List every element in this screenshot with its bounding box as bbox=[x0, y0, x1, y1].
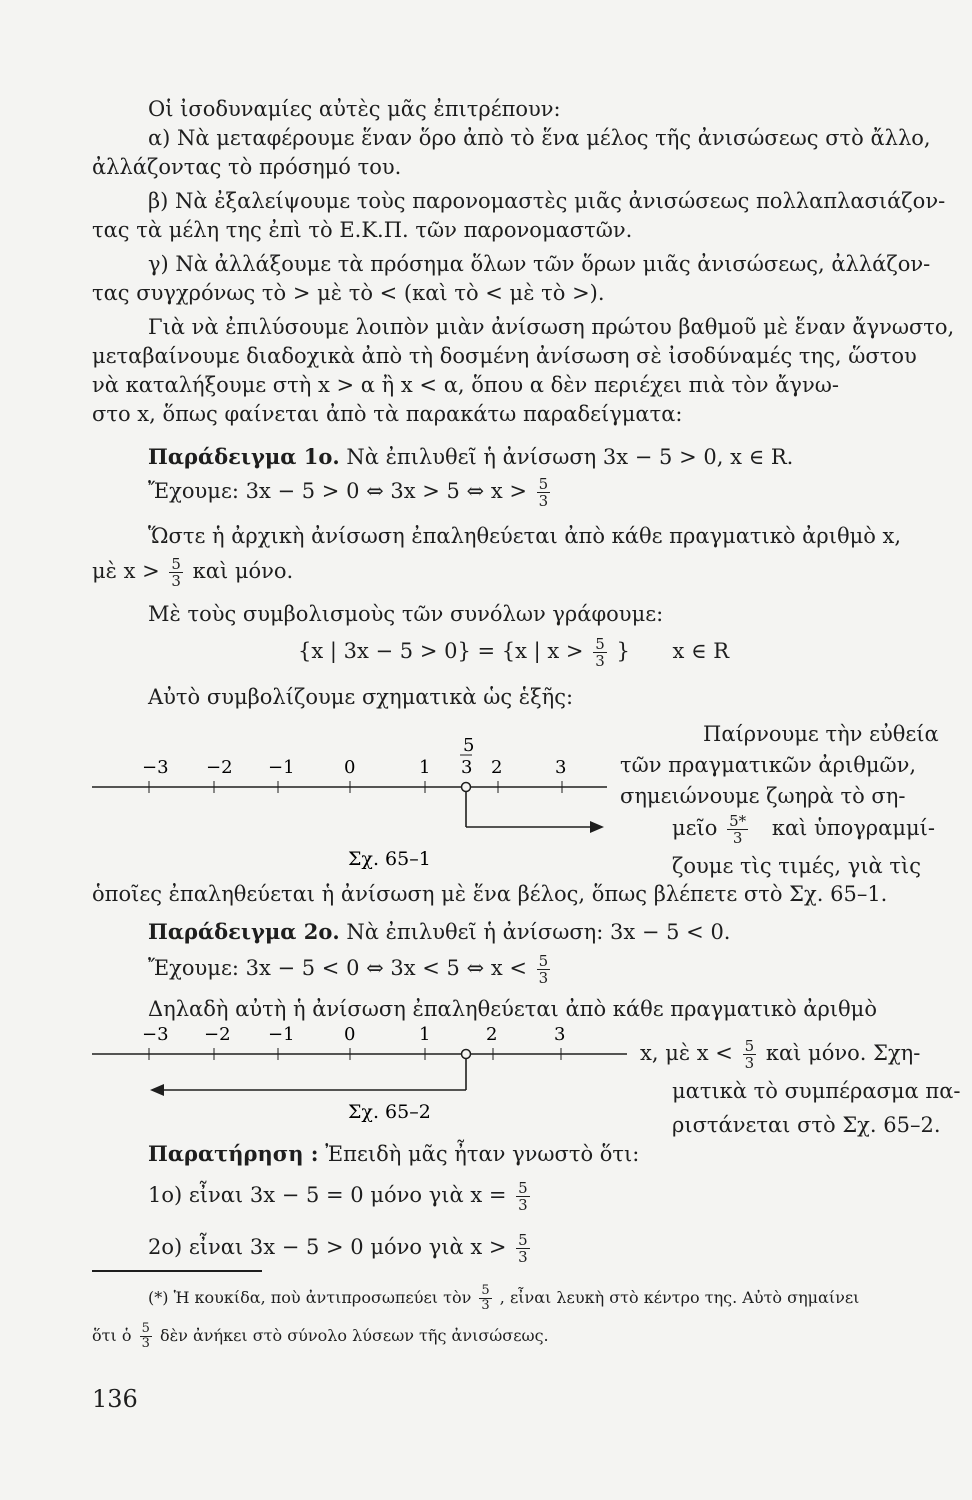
paragraph-line: ὁποῖες ἐπαληθεύεται ἡ ἀνίσωση μὲ ἕνα βέλος, ὅπως βλέπετε στὸ Σχ. 65–1. bbox=[92, 882, 888, 906]
set-domain: x ∈ R bbox=[672, 639, 730, 663]
tick-label-top: 5 bbox=[463, 735, 475, 756]
tick-label: 2 bbox=[486, 1024, 498, 1045]
paragraph-line: Μὲ τοὺς συμβολισμοὺς τῶν συνόλων γράφουμε: bbox=[148, 602, 664, 626]
figure-caption: Σχ. 65–1 bbox=[348, 848, 431, 870]
tick-label: 3 bbox=[461, 757, 473, 778]
have-label: Ἔχουμε: bbox=[148, 479, 239, 503]
tick-label: −1 bbox=[268, 1024, 295, 1045]
paragraph-line: ἀλλάζοντας τὸ πρόσημό του. bbox=[92, 155, 402, 179]
remark-line: 2ο) εἶναι 3x − 5 > 0 μόνο γιὰ x > $\frac{5}{3}$ bbox=[148, 1231, 528, 1266]
paragraph-line: στο x, ὅπως φαίνεται ἀπὸ τὰ παρακάτω παραδείγματα: bbox=[92, 402, 683, 426]
example2-heading bbox=[148, 918, 972, 946]
example1-heading bbox=[148, 443, 972, 471]
side-text-line: ριστάνεται στὸ Σχ. 65–2. bbox=[672, 1113, 941, 1137]
example2-chain: Ἔχουμε: 3x − 5 < 0 ⇔ 3x < 5 ⇔ x < $\frac{5}{3}$ bbox=[148, 952, 549, 987]
paragraph-line: Ὥστε ἡ ἀρχικὴ ἀνίσωση ἐπαληθεύεται ἀπὸ κάθε πραγματικὸ ἀριθμὸ x, bbox=[148, 524, 902, 548]
fraction-five-thirds: $\frac{5}{3}$ bbox=[518, 1179, 528, 1214]
remark-line: 1ο) εἶναι 3x − 5 = 0 μόνο γιὰ x = $\frac{5}{3}$ bbox=[148, 1179, 528, 1214]
side-text-line: ματικὰ τὸ συμπέρασμα πα- bbox=[672, 1079, 961, 1103]
remark-heading bbox=[148, 1140, 972, 1168]
footnote-rule bbox=[92, 1270, 262, 1272]
tick-label: −2 bbox=[204, 1024, 231, 1045]
set-notation: {x | 3x − 5 > 0} = {x | x > $\frac{5}{3}$ } x ∈ R bbox=[298, 635, 730, 670]
side-text-line: σημειώνουμε ζωηρὰ τὸ ση- bbox=[620, 784, 906, 808]
page-number: 136 bbox=[92, 1385, 138, 1413]
example1-statement: Νὰ ἐπιλυθεῖ ἡ ἀνίσωση 3x − 5 > 0, x ∈ R. bbox=[346, 445, 794, 469]
footnote-line: (*) Ἡ κουκίδα, ποὺ ἀντιπροσωπεύει τὸν $\frac{5}{3}$ , εἶναι λευκὴ στὸ κέντρο της. Αὐτὸ σημαίνει bbox=[148, 1283, 860, 1313]
fraction-five-thirds: $\frac{5}{3}$ bbox=[171, 555, 181, 590]
fraction-five-thirds-star: $\frac{5*}{3}$ bbox=[729, 812, 747, 847]
fraction-five-thirds: $\frac{5}{3}$ bbox=[481, 1283, 490, 1313]
tick-label: 1 bbox=[419, 1024, 431, 1045]
side-text-line: τῶν πραγματικῶν ἀριθμῶν, bbox=[620, 753, 917, 777]
fraction-five-thirds: $\frac{5}{3}$ bbox=[744, 1037, 755, 1072]
fraction-five-thirds: $\frac{5}{3}$ bbox=[518, 1231, 528, 1266]
paragraph-line: νὰ καταλήξουμε στὴ x > α ἢ x < α, ὅπου α δὲν περιέχει πιὰ τὸν ἄγνω- bbox=[92, 373, 839, 397]
paragraph-line: τας συγχρόνως τὸ > μὲ τὸ < (καὶ τὸ < μὲ τὸ >). bbox=[92, 281, 605, 305]
footnote-line: ὅτι ὁ $\frac{5}{3}$ δὲν ἀνήκει στὸ σύνολο λύσεων τῆς ἀνισώσεως. bbox=[92, 1321, 549, 1351]
open-point-marker bbox=[462, 1050, 471, 1059]
set-right: {x | x > bbox=[501, 639, 584, 663]
paragraph-line: μεταβαίνουμε διαδοχικὰ ἀπὸ τὴ δοσμένη ἀνίσωση σὲ ἰσοδύναμές της, ὥστου bbox=[92, 344, 917, 368]
paragraph-line: β) Νὰ ἐξαλείψουμε τοὺς παρονομαστὲς μιᾶς ἀνισώσεως πολλαπλασιάζον- bbox=[148, 189, 946, 213]
tick-label: 0 bbox=[344, 1024, 356, 1045]
paragraph-line: Αὐτὸ συμβολίζουμε σχηματικὰ ὡς ἑξῆς: bbox=[148, 685, 574, 709]
number-line-figure-65-1 bbox=[92, 735, 612, 875]
paragraph-line: α) Νὰ μεταφέρουμε ἕναν ὅρο ἀπὸ τὸ ἕνα μέλος τῆς ἀνισώσεως στὸ ἄλλο, bbox=[148, 126, 931, 150]
tick-label: −1 bbox=[268, 757, 295, 778]
result-line: μὲ x > $\frac{5}{3}$ καὶ μόνο. bbox=[92, 555, 294, 590]
tick-label: 1 bbox=[419, 757, 431, 778]
equivalence-chain: 3x − 5 < 0 ⇔ 3x < 5 ⇔ x < bbox=[245, 956, 527, 980]
tick-label: 3 bbox=[554, 1024, 566, 1045]
side-text-line: ζουμε τὶς τιμές, γιὰ τὶς bbox=[672, 854, 922, 878]
paragraph-line: Δηλαδὴ αὐτὴ ἡ ἀνίσωση ἐπαληθεύεται ἀπὸ κάθε πραγματικὸ ἀριθμὸ bbox=[148, 997, 877, 1021]
remark-label: Παρατήρηση : bbox=[148, 1141, 319, 1166]
tick-label: 3 bbox=[555, 757, 567, 778]
fraction-five-thirds: $\frac{5}{3}$ bbox=[595, 635, 605, 670]
number-line-figure-65-2 bbox=[92, 1018, 632, 1128]
tick-label: −2 bbox=[206, 757, 233, 778]
example1-chain bbox=[148, 476, 972, 509]
example2-label: Παράδειγμα 2ο. bbox=[148, 919, 340, 944]
tick-label: 0 bbox=[344, 757, 356, 778]
paragraph-line: Γιὰ νὰ ἐπιλύσουμε λοιπὸν μιὰν ἀνίσωση πρώτου βαθμοῦ μὲ ἕναν ἄγνωστο, bbox=[148, 315, 955, 339]
paragraph-line: τας τὰ μέλη της ἐπὶ τὸ Ε.Κ.Π. τῶν παρονομαστῶν. bbox=[92, 218, 633, 242]
side-text-line: μεῖο $\frac{5*}{3}$ καὶ ὑπογραμμί- bbox=[672, 812, 935, 847]
example1-label: Παράδειγμα 1ο. bbox=[148, 444, 340, 469]
fraction-five-thirds: $\frac{5}{3}$ bbox=[538, 952, 549, 987]
remark-text: Ἐπειδὴ μᾶς ἦταν γνωστὸ ὅτι: bbox=[325, 1142, 640, 1166]
fraction-five-thirds: $\frac{5}{3}$ bbox=[141, 1321, 150, 1351]
open-point-marker bbox=[462, 783, 471, 792]
tick-label: −3 bbox=[142, 1024, 169, 1045]
equivalence-chain: 3x − 5 > 0 ⇔ 3x > 5 ⇔ x > bbox=[245, 479, 527, 503]
tick-label: 2 bbox=[491, 757, 503, 778]
arrow-head-left bbox=[150, 1084, 164, 1096]
set-left: {x | 3x − 5 > 0} = bbox=[298, 639, 496, 663]
arrow-head-right bbox=[590, 821, 604, 833]
paragraph-line: γ) Νὰ ἀλλάξουμε τὰ πρόσημα ὅλων τῶν ὅρων μιᾶς ἀνισώσεως, ἀλλάζον- bbox=[148, 252, 931, 276]
side-text-line: x, μὲ x < $\frac{5}{3}$ καὶ μόνο. Σχη- bbox=[640, 1037, 921, 1072]
side-text-line: Παίρνουμε τὴν εὐθεία bbox=[703, 722, 939, 746]
tick-label: −3 bbox=[142, 757, 169, 778]
paragraph-line: Οἱ ἰσοδυναμίες αὐτὲς μᾶς ἐπιτρέπουν: bbox=[148, 97, 561, 121]
example2-statement: Νὰ ἐπιλυθεῖ ἡ ἀνίσωση: 3x − 5 < 0. bbox=[346, 920, 731, 944]
fraction-five-thirds: $\frac{5}{3}$ bbox=[538, 475, 549, 510]
figure-caption: Σχ. 65–2 bbox=[348, 1101, 431, 1123]
